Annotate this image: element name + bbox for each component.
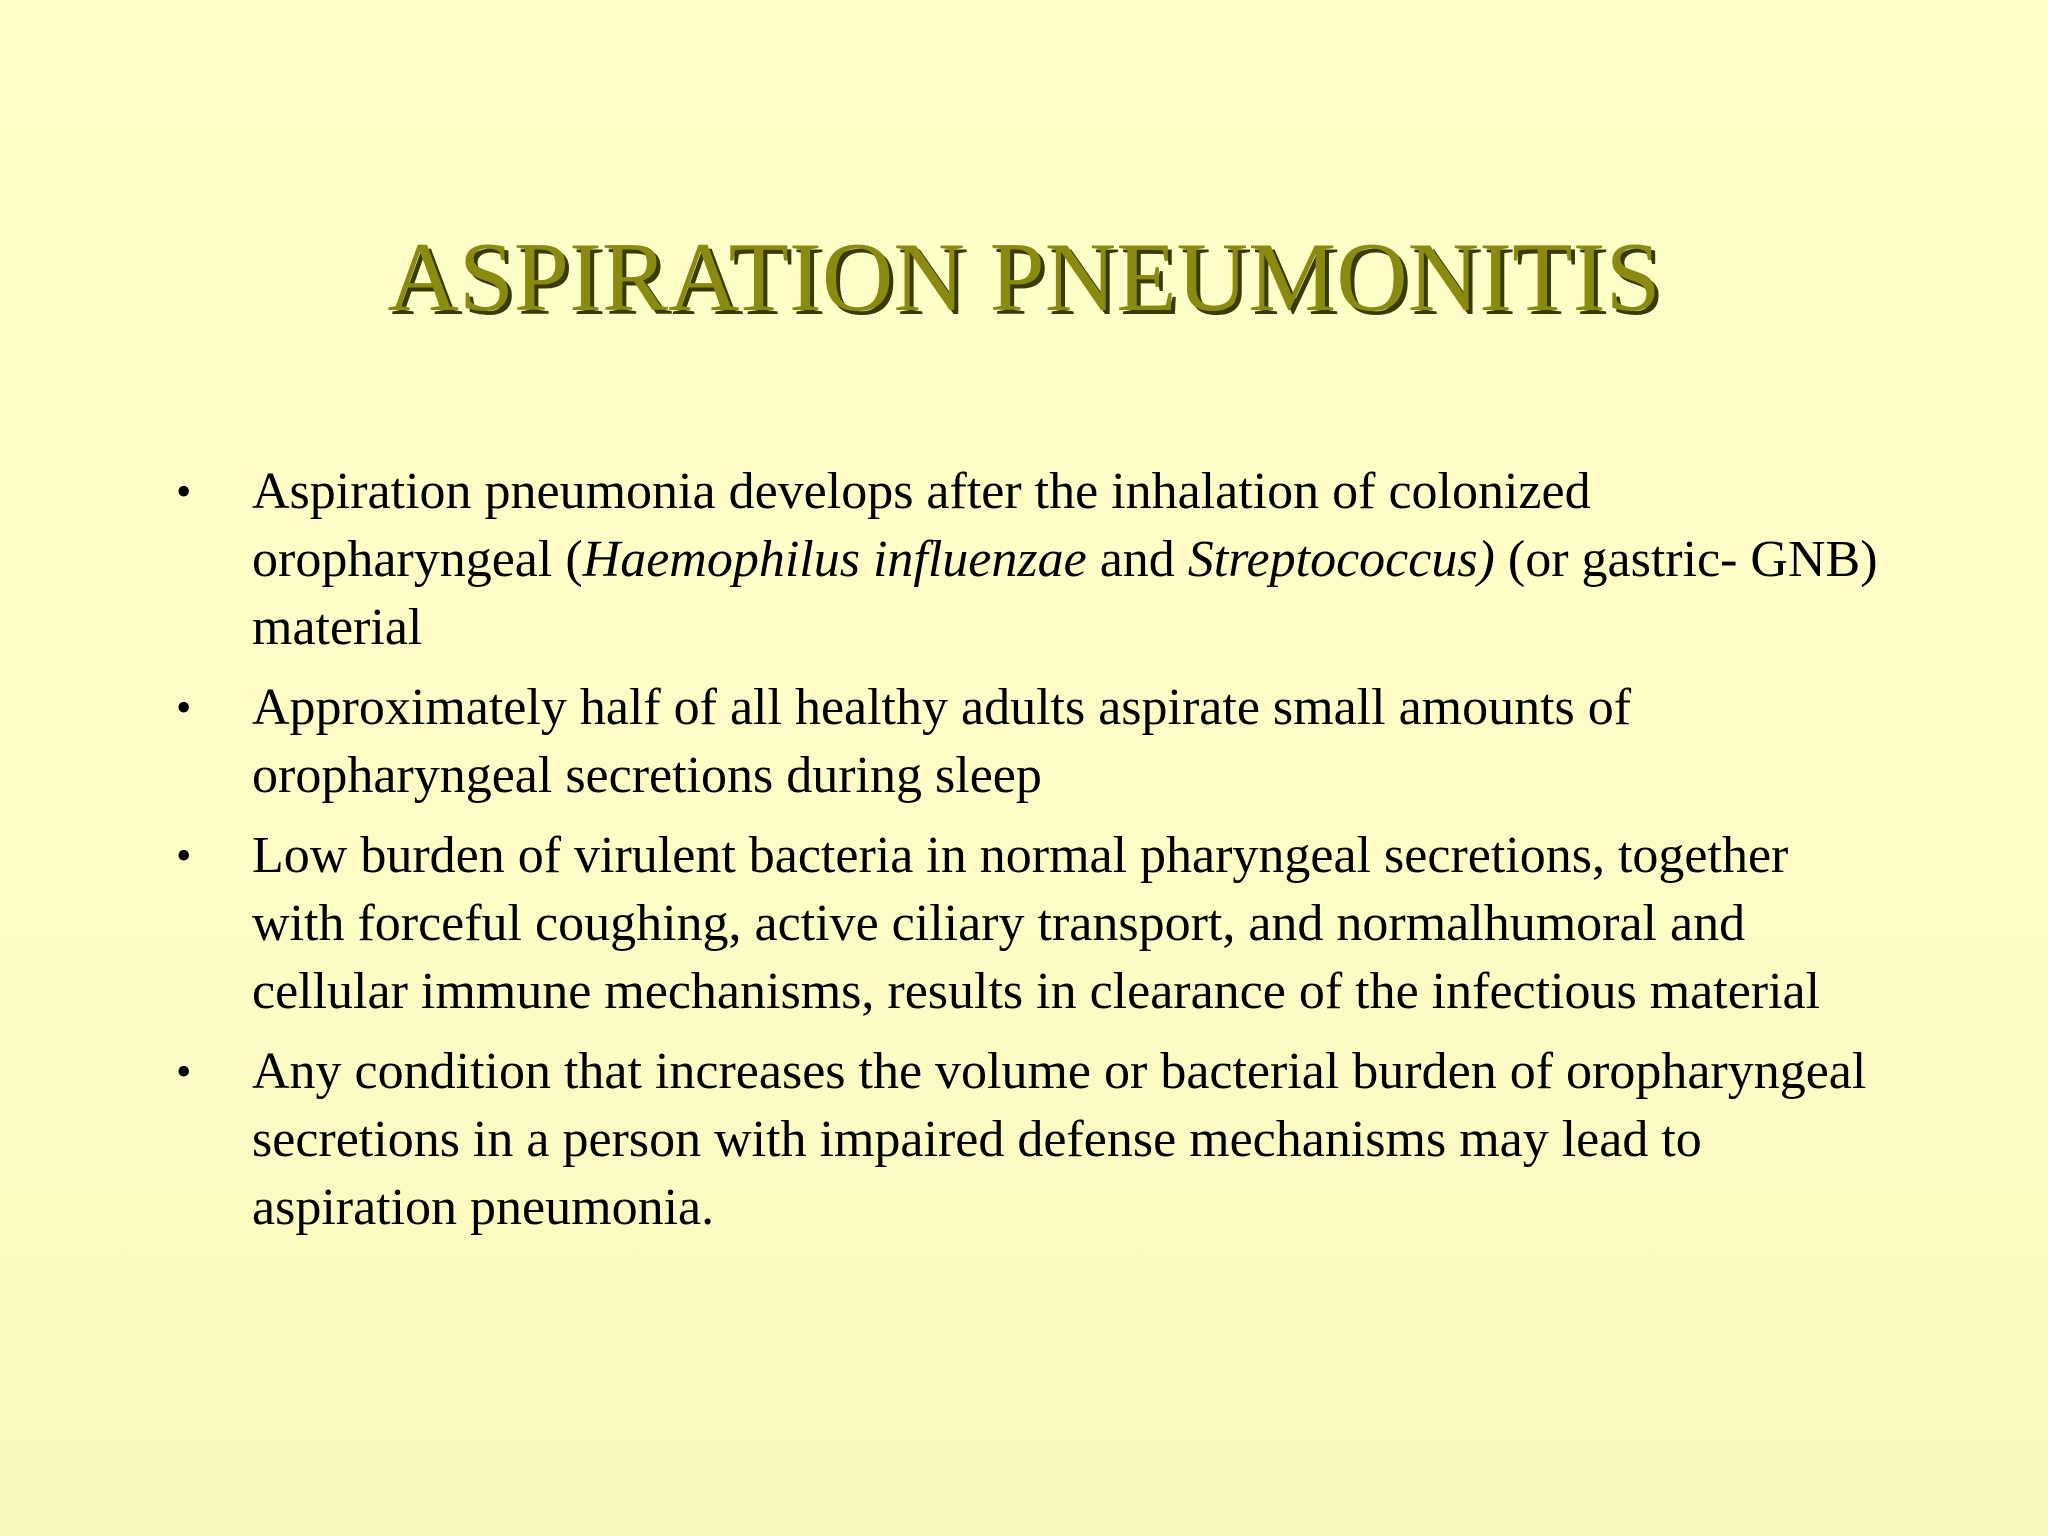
- slide-title: ASPIRATION PNEUMONITIS: [387, 223, 1661, 332]
- bullet-marker: •: [176, 683, 192, 732]
- bullet-marker: •: [176, 467, 192, 516]
- bullet-list: [168, 458, 1888, 1254]
- bullet-marker: •: [176, 831, 192, 880]
- bullet-text-part: Low burden of virulent bacteria in normal pharyngeal secretions, together with forceful coughing, active ciliary transport, and normalhumoral and cellular immune mechanisms, results in clearance of the infectious material: [252, 827, 1821, 1020]
- bullet-item: [168, 1038, 1888, 1242]
- bullet-text-part: and: [1086, 531, 1188, 588]
- bullet-text: [252, 1043, 1866, 1236]
- bullet-text-part: Aspiration pneumonia develops after the inhalation of colonized oropharyngeal (: [252, 463, 1591, 588]
- bullet-text: [252, 679, 1631, 804]
- bullet-item: [168, 458, 1888, 662]
- bullet-text-part-italic: Streptococcus): [1187, 531, 1495, 588]
- bullet-item: [168, 674, 1888, 810]
- bullet-marker: •: [176, 1047, 192, 1096]
- bullet-text-part: Any condition that increases the volume or bacterial burden of oropharyngeal secretions in a person with impaired defense mechanisms may lead to aspiration pneumonia.: [252, 1043, 1867, 1236]
- bullet-item: [168, 822, 1888, 1026]
- bullet-text: [252, 827, 1820, 1020]
- bullet-text-part: (or gastric- GNB) material: [252, 531, 1878, 656]
- bullet-text-part-italic: Haemophilus influenzae: [582, 531, 1087, 588]
- bullet-text-part: Approximately half of all healthy adults aspirate small amounts of oropharyngeal secretions during sleep: [252, 679, 1632, 804]
- bullet-text: [252, 463, 1878, 656]
